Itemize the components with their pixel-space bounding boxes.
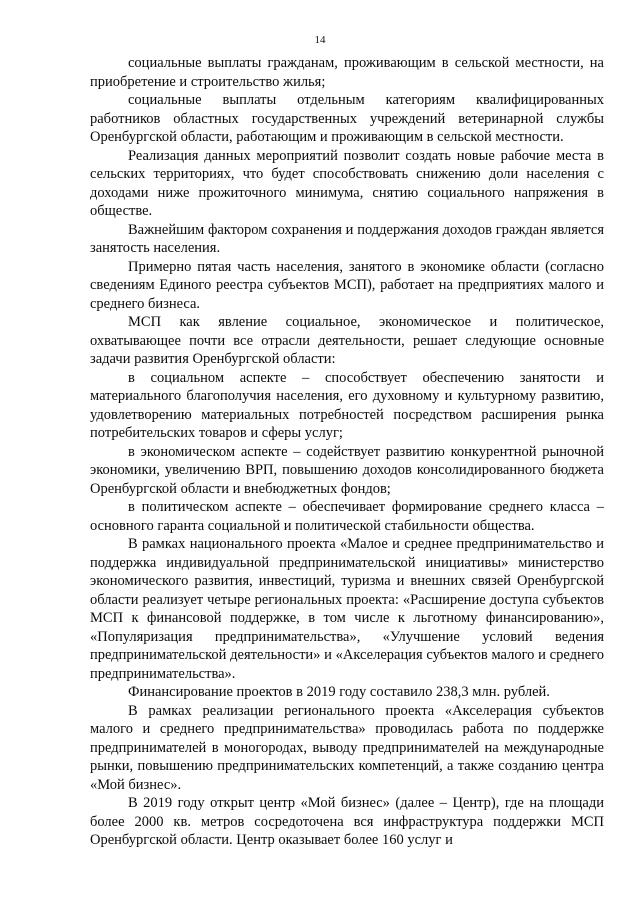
paragraph: Реализация данных мероприятий позволит создать новые рабочие места в сельских территориях, что будет способствовать снижению доли населения с доходами ниже прожиточного минимума, снятию социального напряжения в обществе. — [90, 147, 604, 219]
paragraph: Примерно пятая часть населения, занятого в экономике области (согласно сведениям Единого реестра субъектов МСП), работает на предприятиях малого и среднего бизнеса. — [90, 258, 604, 312]
paragraph: социальные выплаты отдельным категориям квалифицированных работников областных государственных учреждений ветеринарной службы Оренбургской области, работающим и проживающим в сельской местности. — [90, 92, 604, 145]
paragraph: В 2019 году открыт центр «Мой бизнес» (далее – Центр), где на площади более 2000 кв. метров сосредоточена вся инфраструктура поддержки МСП Оренбургской области. Центр оказывает более 160 услуг и — [90, 795, 604, 848]
paragraph: В рамках национального проекта «Малое и среднее предпринимательство и поддержка индивидуальной предпринимательской инициативы» министерство экономического развития, инвестиций, туризма и внешних связей Оренбургской области реализует четыре региональных проекта: «Расширение доступа субъектов МСП к финансовой поддержке, в том числе к льготному финансированию», «Популяризация предпринимательства», «Улучшение условий ведения предпринимательской деятельности» и «Акселерация субъектов малого и среднего предпринимательства». — [90, 536, 604, 682]
paragraph: В рамках реализации регионального проекта «Акселерация субъектов малого и среднего предпринимательства» проводилась работа по поддержке предпринимателей в моногородах, выводу предпринимателей на международные рынки, повышению предпринимательских компетенций, а также созданию центра «Мой бизнес». — [90, 702, 604, 793]
paragraph: Важнейшим фактором сохранения и поддержания доходов граждан является занятость населения. — [90, 221, 604, 256]
page-number: 14 — [314, 34, 326, 46]
paragraph: в экономическом аспекте – содействует развитию конкурентной рыночной экономики, увеличению ВРП, повышению доходов консолидированного бюджета Оренбургской области и внебюджетных фондов; — [90, 443, 604, 497]
document-body — [90, 54, 604, 850]
paragraph: в политическом аспекте – обеспечивает формирование среднего класса – основного гаранта социальной и политической стабильности общества. — [90, 499, 604, 534]
paragraph: МСП как явление социальное, экономическое и политическое, охватывающее почти все отрасли деятельности, решает следующие основные задачи развития Оренбургской области: — [90, 314, 604, 367]
paragraph: социальные выплаты гражданам, проживающим в сельской местности, на приобретение и строительство жилья; — [90, 55, 604, 90]
paragraph: в социальном аспекте – способствует обеспечению занятости и материального благополучия населения, его духовному и культурному развитию, удовлетворению материальных потребностей посредством расширения рынка потребительских товаров и сферы услуг; — [90, 369, 604, 441]
paragraph: Финансирование проектов в 2019 году составило 238,3 млн. рублей. — [128, 684, 550, 700]
